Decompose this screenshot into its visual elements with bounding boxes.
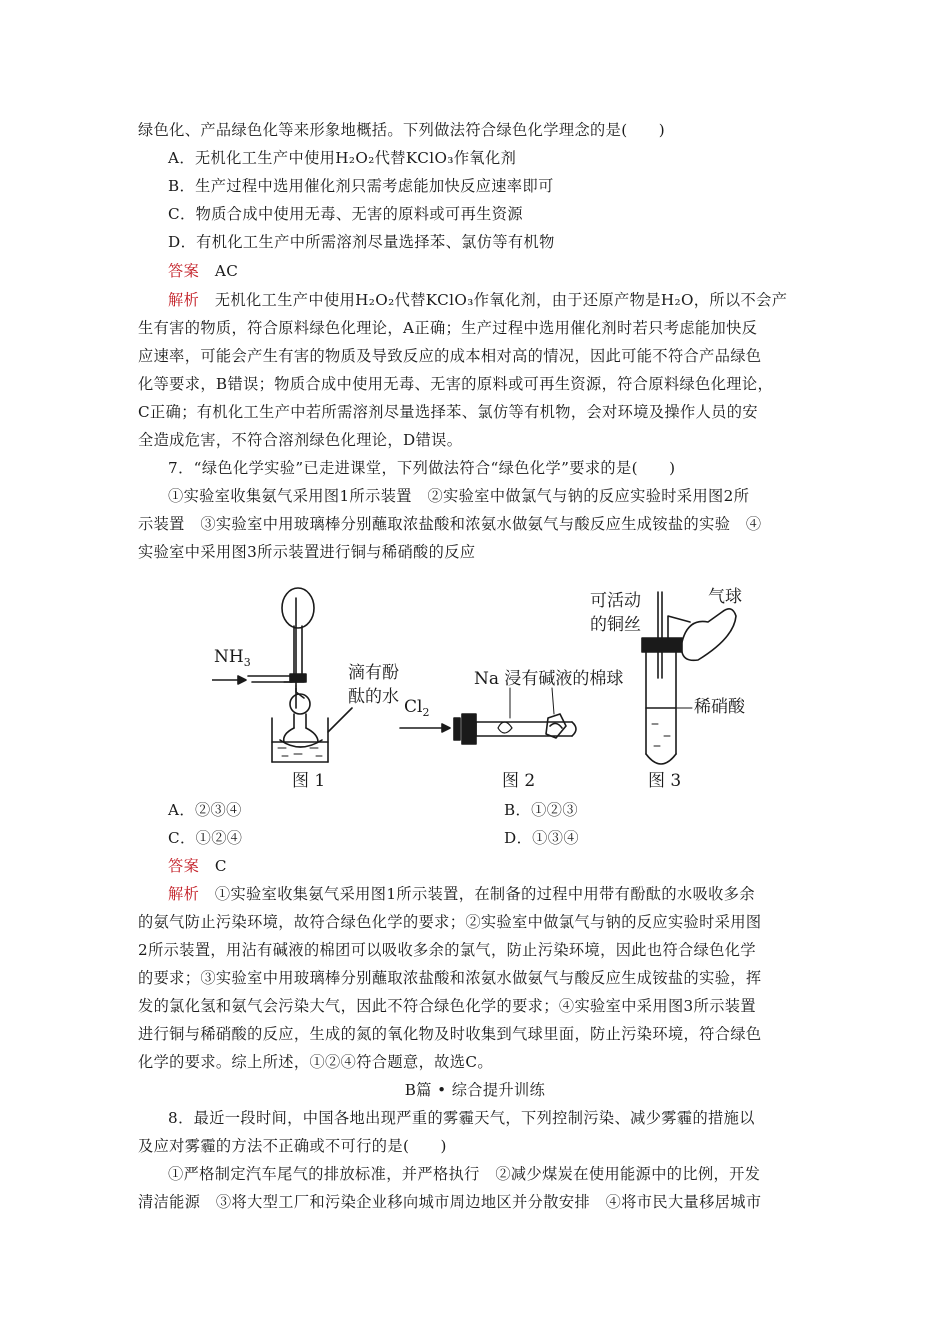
figure-2-cl2-label: $Cl_2$ xyxy=(404,697,430,719)
figure-3-apparatus xyxy=(642,592,736,764)
q7-answer-value: C xyxy=(214,857,227,875)
q6-analysis-line: 化等要求，B错误；物质合成中使用无毒、无害的原料或可再生资源，符合原料绿色化理论， xyxy=(138,375,774,393)
q6-answer-label: 答案 xyxy=(168,262,200,280)
q8-stem-line: 8．最近一段时间，中国各地出现严重的雾霾天气，下列控制污染、减少雾霾的措施以 xyxy=(168,1109,755,1127)
q6-analysis-line: 全造成危害，不符合溶剂绿色化理论，D错误。 xyxy=(138,431,463,449)
q7-stem: 7．“绿色化学实验”已走进课堂，下列做法符合“绿色化学”要求的是( ) xyxy=(168,459,676,477)
apparatus-figure xyxy=(212,578,772,792)
q6-analysis-line: 无机化工生产中使用H₂O₂代替KClO₃作氧化剂，由于还原产物是H₂O，所以不会产 xyxy=(214,291,788,309)
q6-stem-cont: 绿色化、产品绿色化等来形象地概括。下列做法符合绿色化学理念的是( ) xyxy=(138,121,666,139)
figure-2-caption: 图 2 xyxy=(502,771,536,791)
figure-3-balloon-label: 气球 xyxy=(708,587,742,607)
q6-analysis-label: 解析 xyxy=(168,291,200,309)
figure-1-apparatus xyxy=(212,588,352,762)
q6-option-c: C．物质合成中使用无毒、无害的原料或可再生资源 xyxy=(168,205,523,223)
figure-3-acid-label: 稀硝酸 xyxy=(694,697,745,717)
q7-answer xyxy=(168,856,828,876)
q7-analysis-line: ①实验室收集氨气采用图1所示装置，在制备的过程中用带有酚酞的水吸收多余 xyxy=(214,885,755,903)
figure-1-phenolphthalein-label-line1: 滴有酚 xyxy=(348,663,399,683)
q6-option-a: A．无机化工生产中使用H₂O₂代替KClO₃作氧化剂 xyxy=(168,149,517,167)
q7-analysis-line: 发的氯化氢和氨气会污染大气，因此不符合绿色化学的要求；④实验室中采用图3所示装置 xyxy=(138,997,756,1015)
q6-analysis-line: 生有害的物质，符合原料绿色化理论，A正确；生产过程中选用催化剂时若只考虑能加快反 xyxy=(138,319,758,337)
q7-option-b: B．①②③ xyxy=(504,801,578,819)
q7-option-c: C．①②④ xyxy=(168,829,243,847)
figure-2-na-cotton-label: Na 浸有碱液的棉球 xyxy=(474,669,624,689)
figure-3-caption: 图 3 xyxy=(648,771,682,791)
q8-items-line: 清洁能源 ③将大型工厂和污染企业移向城市周边地区并分散安排 ④将市民大量移居城市 xyxy=(138,1193,762,1211)
q7-items-line: 实验室中采用图3所示装置进行铜与稀硝酸的反应 xyxy=(138,543,476,561)
q7-answer-label: 答案 xyxy=(168,857,200,875)
q7-analysis-line: 的氨气防止污染环境，故符合绿色化学的要求；②实验室中做氯气与钠的反应实验时采用图 xyxy=(138,913,762,931)
q7-option-d: D．①③④ xyxy=(504,829,579,847)
figure-1-caption: 图 1 xyxy=(292,771,326,791)
q7-analysis-line: 化学的要求。综上所述，①②④符合题意，故选C。 xyxy=(138,1053,493,1071)
q7-analysis-line: 的要求；③实验室中用玻璃棒分别蘸取浓盐酸和浓氨水做氨气与酸反应生成铵盐的实验，挥 xyxy=(138,969,762,987)
q6-option-d: D．有机化工生产中所需溶剂尽量选择苯、氯仿等有机物 xyxy=(168,233,555,251)
q7-analysis-line: 进行铜与稀硝酸的反应，生成的氮的氧化物及时收集到气球里面，防止污染环境，符合绿色 xyxy=(138,1025,762,1043)
figure-1-nh3-label: $NH_3$ xyxy=(214,647,251,669)
q6-analysis-first xyxy=(168,290,828,310)
q7-items-line: ①实验室收集氨气采用图1所示装置 ②实验室中做氯气与钠的反应实验时采用图2所 xyxy=(168,487,750,505)
q6-analysis-line: C正确；有机化工生产中若所需溶剂尽量选择苯、氯仿等有机物，会对环境及操作人员的安 xyxy=(138,403,758,421)
q8-stem-line: 及应对雾霾的方法不正确或不可行的是( ) xyxy=(138,1137,447,1155)
q7-analysis-first xyxy=(168,884,828,904)
q6-answer-value: AC xyxy=(214,262,239,280)
q7-option-a: A．②③④ xyxy=(168,801,242,819)
q6-option-b: B．生产过程中选用催化剂只需考虑能加快反应速率即可 xyxy=(168,177,554,195)
q6-answer xyxy=(168,261,828,281)
q7-analysis-line: 2所示装置，用沾有碱液的棉团可以吸收多余的氯气，防止污染环境，因此也符合绿色化学 xyxy=(138,941,756,959)
figure-1-phenolphthalein-label-line2: 酞的水 xyxy=(348,687,399,707)
figure-3-copper-wire-label-line2: 的铜丝 xyxy=(590,615,641,635)
section-b-heading: B篇 • 综合提升训练 xyxy=(404,1081,546,1099)
q8-items-line: ①严格制定汽车尾气的排放标准，并严格执行 ②减少煤炭在使用能源中的比例，开发 xyxy=(168,1165,761,1183)
q6-analysis-line: 应速率，可能会产生有害的物质及导致反应的成本相对高的情况，因此可能不符合产品绿色 xyxy=(138,347,762,365)
q7-items-line: 示装置 ③实验室中用玻璃棒分别蘸取浓盐酸和浓氨水做氨气与酸反应生成铵盐的实验 ④ xyxy=(138,515,762,533)
figure-3-copper-wire-label-line1: 可活动 xyxy=(590,591,641,611)
q7-analysis-label: 解析 xyxy=(168,885,200,903)
